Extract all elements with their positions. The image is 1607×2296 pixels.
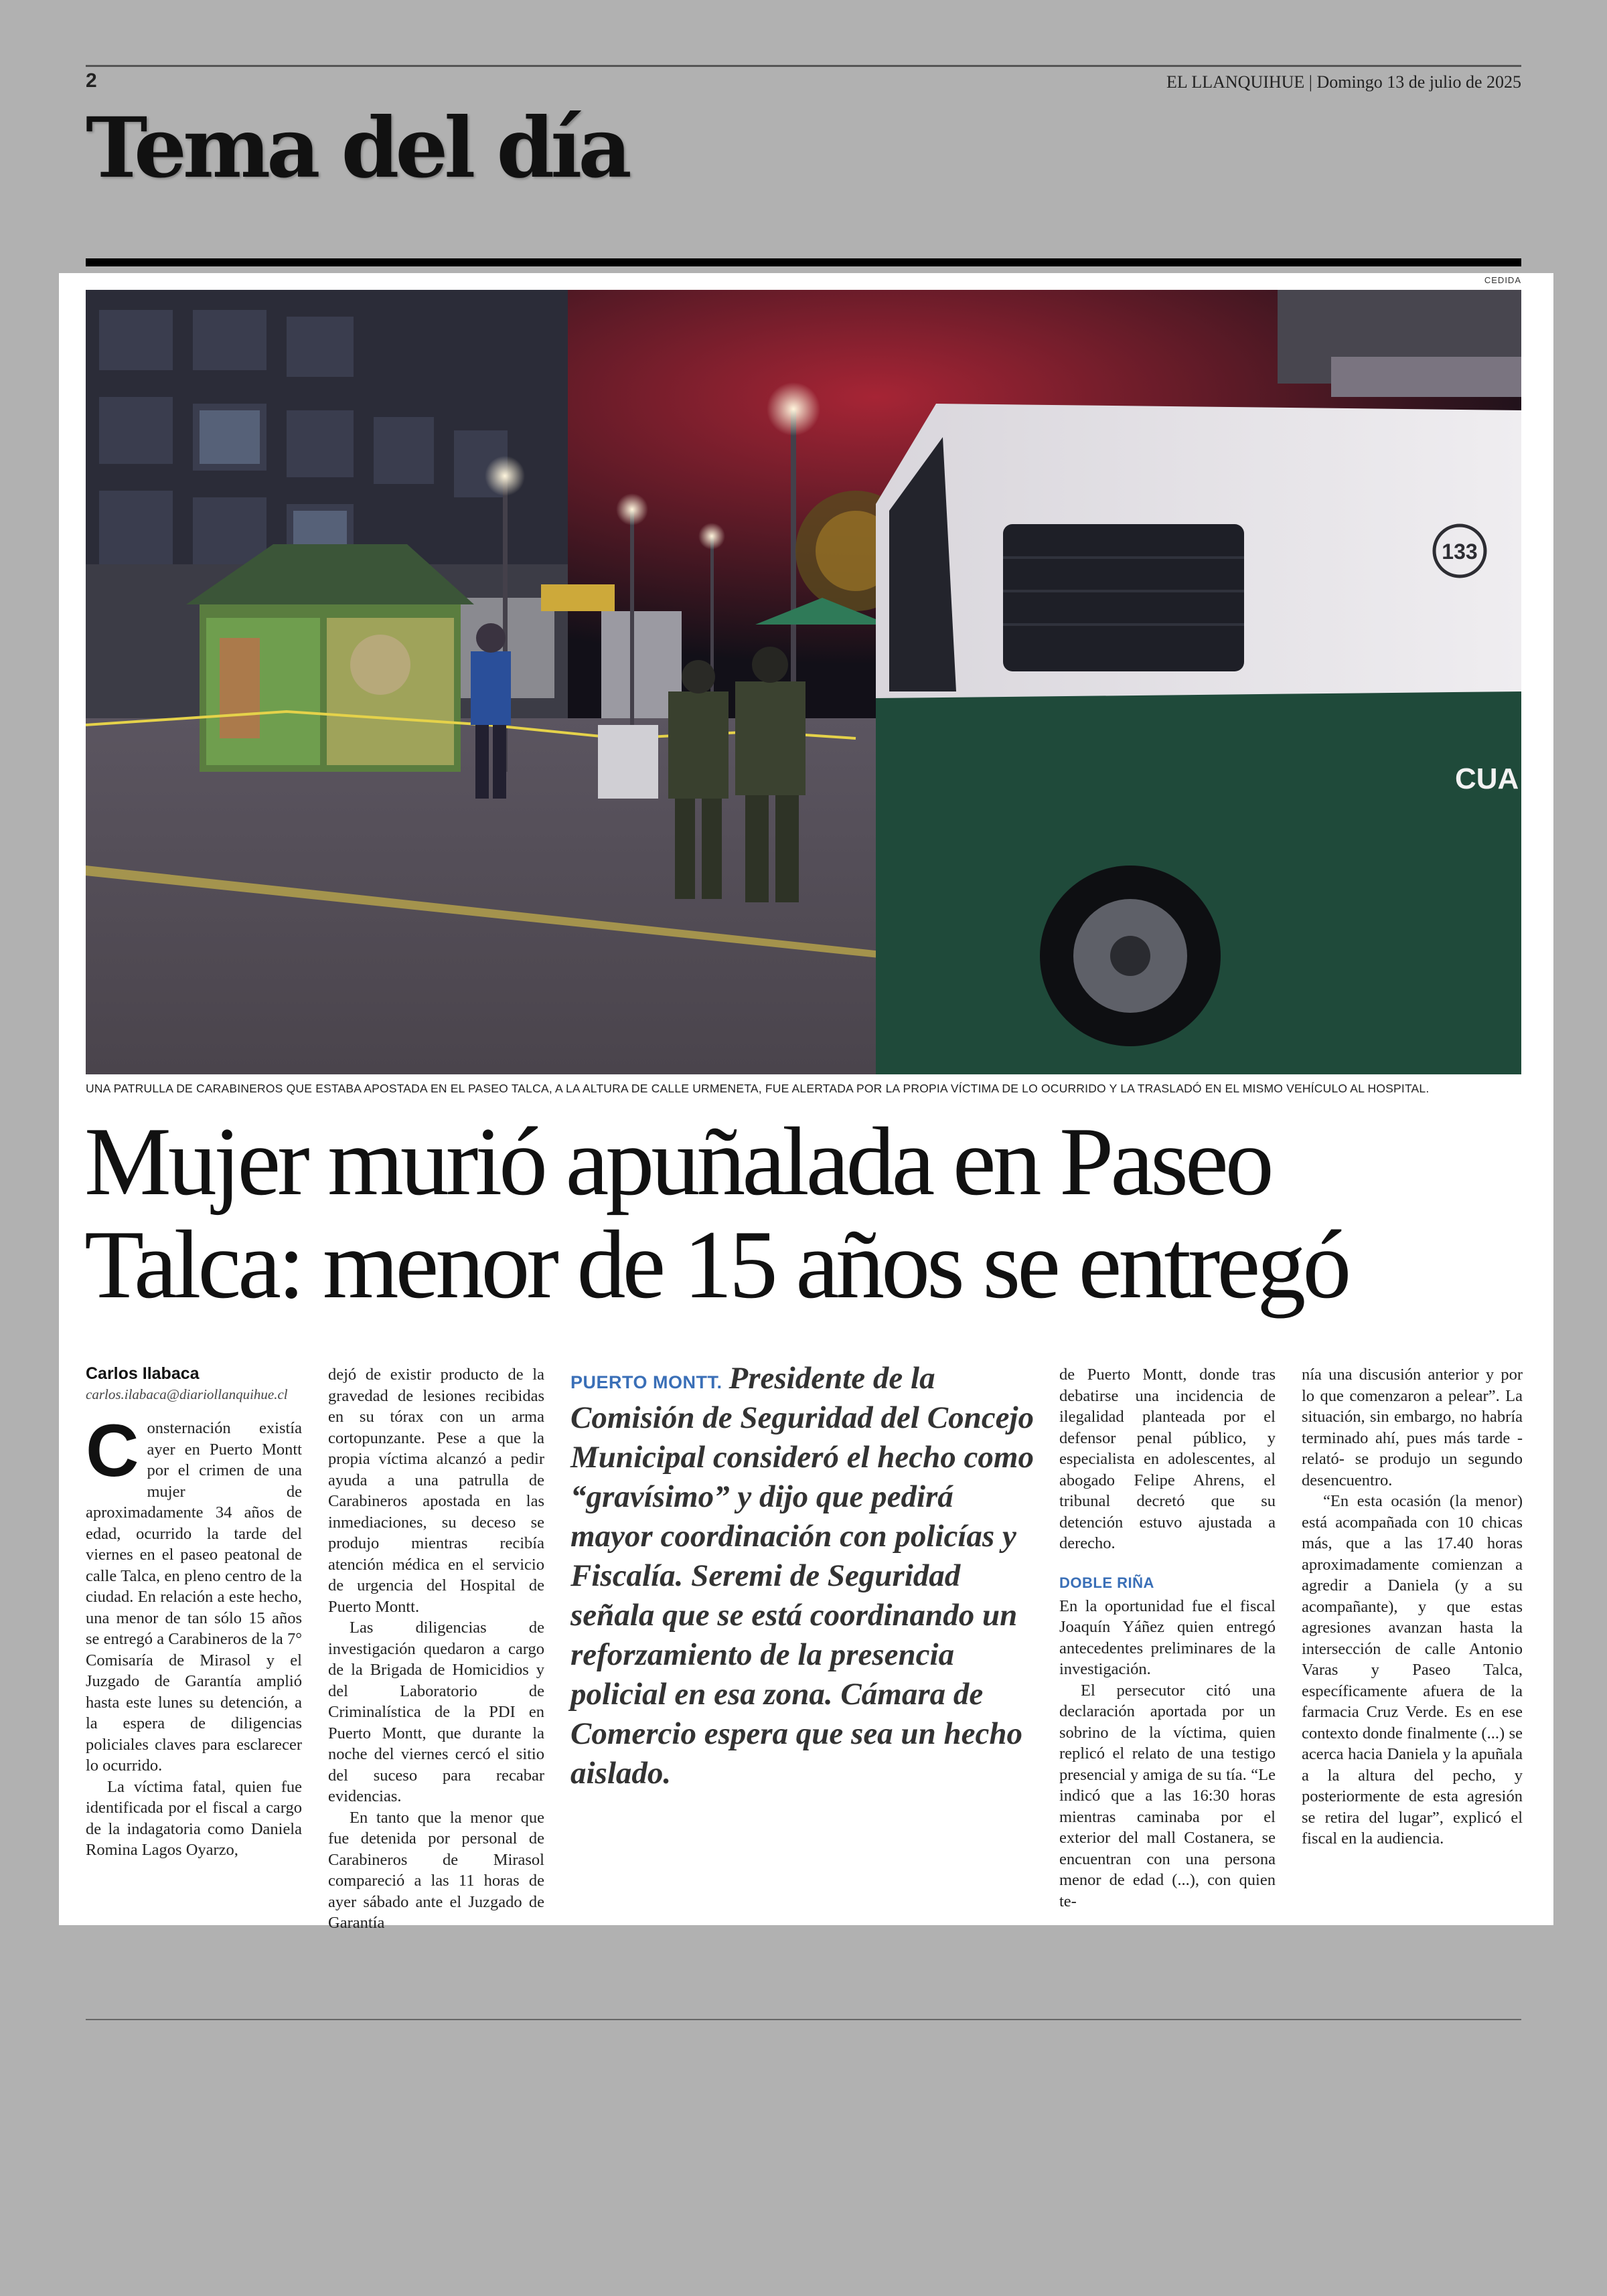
drop-cap: C	[86, 1410, 139, 1492]
body-paragraph: La víctima fatal, quien fue identificada por el fiscal a cargo de la indagatoria como Daniela Romina Lagos Oyarzo,	[86, 1777, 302, 1859]
headline-line-1: Mujer murió apuñalada en Paseo	[84, 1107, 1271, 1216]
body-paragraph: En tanto que la menor que fue detenida por personal de Carabineros de Mirasol compareció a las 11 horas de ayer sábado ante el Juzgado de Garantía	[328, 1808, 544, 1932]
bottom-rule	[86, 2019, 1521, 2020]
night-street-scene-image	[86, 290, 1521, 1074]
news-photo	[86, 290, 1521, 1074]
body-paragraph: Consternación existía ayer en Puerto Montt por el crimen de una mujer de aproximadamente 34 años de edad, ocurrido la tarde del viernes en el paseo peatonal de calle Talca, en pleno centro de la ciudad. En relación a este hecho, una menor de tan sólo 15 años se entregó a Carabineros de la 7° Comisaría de Mirasol y el Juzgado de Garantía amplió hasta este lunes su detención, a la espera de diligencias policiales claves para esclarecer lo ocurrido.	[86, 1410, 302, 1775]
section-title: Tema del día	[86, 100, 628, 197]
text-column-2	[328, 1364, 544, 1934]
subheading: DOBLE RIÑA	[1059, 1574, 1154, 1591]
headline-line-2: Talca: menor de 15 años se entregó	[84, 1210, 1349, 1319]
body-paragraph: El persecutor citó una declaración aportada por un sobrino de la víctima, quien replicó el relato de una testigo presencial y amiga de su tía. “Le indicó que a las 16:30 horas mientras caminaba por el exterior del mall Costanera, se encuentran con una persona menor de edad (...), con quien te-	[1059, 1681, 1276, 1910]
body-paragraph: Las diligencias de investigación quedaron a cargo de la Brigada de Homicidios y del Laboratorio de Criminalística de la PDI en Puerto Montt, que durante la noche del viernes cercó el sitio del suceso para recabar evidencias.	[328, 1619, 544, 1805]
text-column-1	[86, 1364, 302, 1861]
author-name: Carlos Ilabaca	[86, 1364, 200, 1383]
article-sheet	[59, 273, 1553, 1932]
photo-credit: CEDIDA	[1484, 275, 1521, 285]
body-paragraph: dejó de existir producto de la gravedad de lesiones recibidas en su tórax con un arma cortopunzante. Pese a que la propia víctima alcanzó a pedir ayuda a una patrulla de Carabineros apostada en las inmediaciones, su deceso se produjo mientras recibía atención médica en el servicio de urgencia del Hospital de Puerto Montt.	[328, 1366, 544, 1616]
masthead-dateline: EL LLANQUIHUE | Domingo 13 de julio de 2025	[1166, 72, 1521, 92]
van-number-text: 133	[1442, 540, 1478, 564]
body-paragraph: nía una discusión anterior y por lo que comenzaron a pelear”. La situación, sin embargo, no habría terminado ahí, pues más tarde -relató- se produjo un segundo desencuentro.	[1302, 1366, 1523, 1489]
lead-text: Presidente de la Comisión de Seguridad del Concejo Municipal consideró el hecho como “gravísimo” y dijo que pedirá mayor coordinación con policías y Fiscalía. Seremi de Seguridad señala que se está coordinando un reforzamiento de la presencia policial en esa zona. Cámara de Comercio espera que sea un hecho aislado.	[570, 1361, 1034, 1791]
article-lead	[570, 1359, 1039, 1793]
dateline-place: PUERTO MONTT.	[570, 1372, 722, 1392]
body-paragraph: de Puerto Montt, donde tras debatirse una incidencia de ilegalidad planteada por el defensor penal público, y especialista en adolescentes, al abogado Felipe Ahrens, el tribunal decretó que su detención estuvo ajustada a derecho.	[1059, 1366, 1276, 1552]
photo-caption: UNA PATRULLA DE CARABINEROS QUE ESTABA APOSTADA EN EL PASEO TALCA, A LA ALTURA DE CALLE URMENETA, FUE ALERTADA POR LA PROPIA VÍCTIMA DE LO OCURRIDO Y LA TRASLADÓ EN EL MISMO VEHÍCULO AL HOSPITAL.	[86, 1082, 1430, 1095]
body-paragraph: En la oportunidad fue el fiscal Joaquín Yáñez quien entregó antecedentes preliminares de la investigación.	[1059, 1596, 1276, 1678]
top-rule	[86, 65, 1521, 67]
van-side-text: CUA	[1455, 762, 1519, 795]
section-rule	[86, 258, 1521, 266]
text-column-5	[1302, 1364, 1523, 1850]
body-paragraph: “En esta ocasión (la menor) está acompañada con 10 chicas más, que a las 17.40 horas aproximadamente comienzan a agredir a Daniela (y a su acompañante), y que estas agresiones avanzan hasta la intersección de calle Antonio Varas y Paseo Talca, específicamente afuera de la farmacia Cruz Verde. Es en ese contexto donde finalmente (...) se acerca hacia Daniela y la apuñala a la altura del pecho, y posteriormente de esta agresión se retira del lugar”, explicó el fiscal en la audiencia.	[1302, 1492, 1523, 1848]
text-column-4	[1059, 1364, 1276, 1912]
page-number: 2	[86, 70, 97, 92]
author-email: carlos.ilabaca@diariollanquihue.cl	[86, 1386, 288, 1402]
article-headline	[84, 1107, 1531, 1319]
